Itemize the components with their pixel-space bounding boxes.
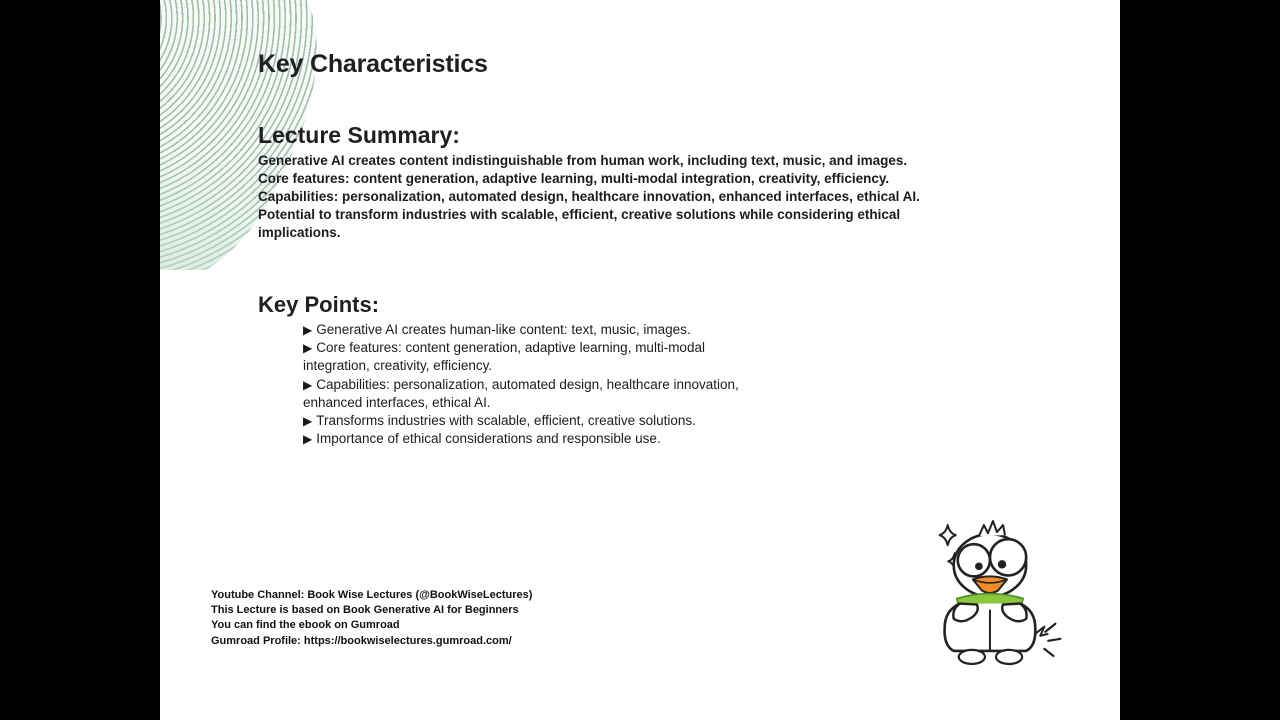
letterbox-left (0, 0, 160, 720)
list-item-text: Generative AI creates human-like content: text, music, images. (316, 322, 691, 337)
bullet-arrow-icon: ▶ (303, 414, 313, 429)
duck-foot-right (996, 650, 1022, 664)
list-item-text: Core features: content generation, adaptive learning, multi-modal integration, creativity, efficiency. (303, 340, 705, 374)
duck-body (945, 604, 1049, 664)
duck-eye-left (958, 544, 990, 576)
list-item-text: Importance of ethical considerations and responsible use. (316, 431, 661, 447)
bullet-arrow-icon: ▶ (303, 432, 313, 447)
channel-footer (211, 588, 532, 649)
duck-head (954, 521, 1026, 596)
slide-title: Key Characteristics (258, 50, 488, 78)
duck-eye-right (990, 539, 1026, 575)
list-item (303, 339, 765, 375)
lecture-summary-heading: Lecture Summary: (258, 122, 460, 148)
list-item (303, 376, 765, 412)
key-points-list (303, 321, 765, 448)
footer-line-gumroad-url: Gumroad Profile: https://bookwiselectures.gumroad.com/ (211, 634, 512, 647)
lecture-summary-text: Generative AI creates content indistinguishable from human work, including text, music, and images. Core features: content generation, adaptive learning, multi-modal integration, creativity, efficiency. Capabilities: personalization, automated design, healthcare innovation, enhanced interfaces, ethical AI. Potential to transform industries with scalable, efficient, creative solutions while considering ethical implications. (258, 153, 920, 240)
bullet-arrow-icon: ▶ (303, 323, 313, 337)
list-item-text: Transforms industries with scalable, efficient, creative solutions. (316, 413, 696, 429)
bullet-arrow-icon: ▶ (303, 377, 313, 392)
footer-line-youtube: Youtube Channel: Book Wise Lectures (@BookWiseLectures) (211, 589, 533, 601)
list-item (303, 412, 765, 430)
list-item (303, 321, 765, 339)
list-item (303, 430, 765, 448)
bullet-arrow-icon: ▶ (303, 341, 313, 356)
footer-line-book: This Lecture is based on Book Generative AI for Beginners (211, 604, 519, 617)
duck-foot-left (959, 650, 985, 664)
footer-line-ebook: You can find the ebook on Gumroad (211, 619, 400, 632)
key-points-heading: Key Points: (258, 292, 380, 317)
list-item-text: Capabilities: personalization, automated design, healthcare innovation, enhanced interfaces, ethical AI. (303, 376, 739, 410)
duck-mascot-illustration (926, 513, 1068, 669)
presentation-slide (160, 0, 1120, 720)
motion-lines-icon (1044, 624, 1060, 656)
letterbox-right (1120, 0, 1280, 720)
